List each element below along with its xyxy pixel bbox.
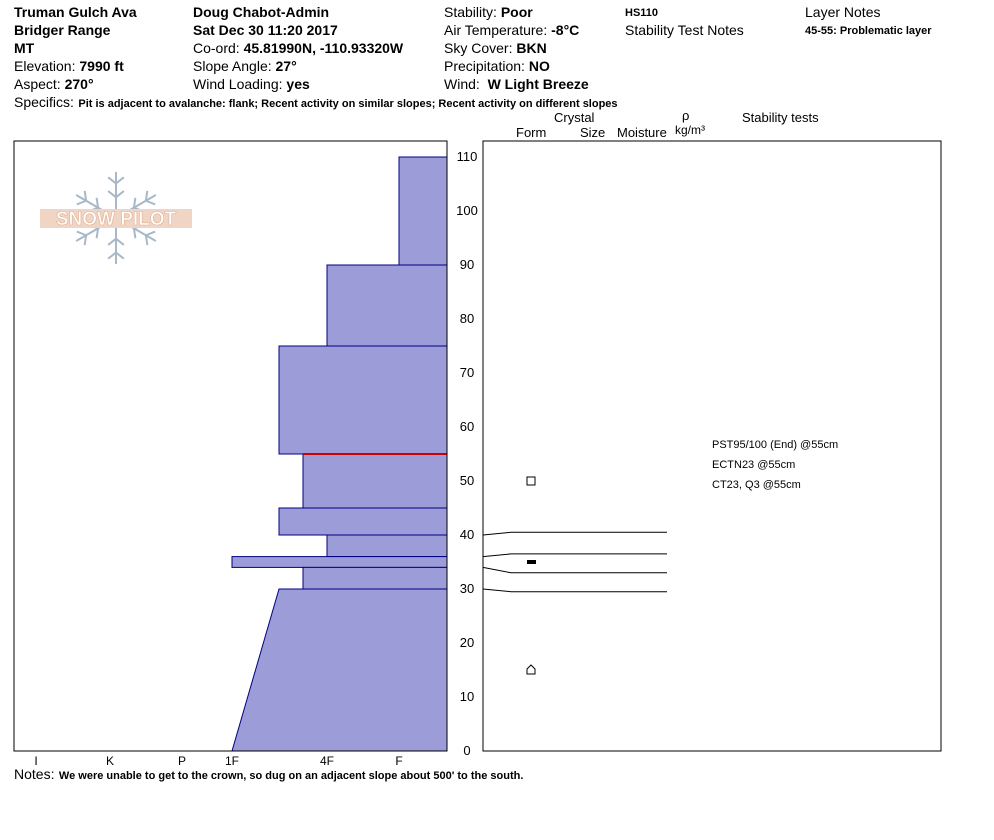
snowflake-branch — [116, 191, 124, 197]
notes — [14, 766, 523, 784]
slope-label: Slope Angle: — [193, 58, 272, 74]
layer-notes-title: Layer Notes — [805, 4, 881, 20]
air-temp-label: Air Temperature: — [444, 22, 548, 38]
coord-label: Co-ord: — [193, 40, 240, 56]
snowflake-branch — [108, 239, 116, 245]
wind-value: W Light Breeze — [487, 76, 589, 92]
grain-symbols — [527, 477, 536, 674]
aspect-label: Aspect: — [14, 76, 61, 92]
hs-value: HS110 — [625, 7, 659, 19]
snowflake-branch — [116, 253, 124, 259]
aspect-value: 270° — [64, 76, 94, 92]
hardness-tick-label: F — [395, 754, 403, 768]
sky-value: BKN — [516, 40, 547, 56]
hardness-layer — [279, 346, 447, 454]
specifics-text: Pit is adjacent to avalanche: flank; Recent activity on similar slopes; Recent activity on different slopes — [78, 98, 618, 110]
notes-label: Notes: — [14, 766, 55, 782]
depth-tick-label: 100 — [456, 203, 478, 218]
wind-loading-value: yes — [286, 76, 310, 92]
snowflake-branch — [146, 201, 155, 205]
depth-tick-label: 50 — [459, 473, 475, 488]
snowflake-branch — [146, 232, 155, 236]
depth-tick-label: 30 — [459, 581, 475, 596]
square-grain-icon — [527, 477, 535, 485]
hardness-layer — [279, 508, 447, 535]
elevation-value: 7990 ft — [79, 58, 124, 74]
depth-tick-label: 60 — [459, 419, 475, 434]
stability-value: Poor — [500, 4, 533, 20]
state-name: MT — [14, 40, 35, 56]
hardness-layer — [232, 557, 447, 568]
depth-hoar-icon — [527, 665, 535, 674]
depth-tick-label: 0 — [463, 743, 471, 758]
hardness-tick-label: I — [34, 754, 38, 768]
snowflake-branch — [108, 253, 116, 259]
depth-tick-label: 70 — [459, 365, 475, 380]
elevation-label: Elevation: — [14, 58, 76, 74]
datetime: Sat Dec 30 11:20 2017 — [193, 22, 338, 38]
logo-text: SNOW PILOT — [55, 209, 177, 230]
hardness-layer — [399, 157, 447, 265]
air-temp-value: -8°C — [551, 22, 580, 38]
stability-test-entry: CT23, Q3 @55cm — [712, 479, 801, 491]
layer-boundary — [483, 532, 667, 535]
depth-tick-label: 110 — [456, 149, 478, 164]
hardness-tick-label: K — [105, 754, 115, 768]
specifics-label: Specifics: — [14, 94, 74, 110]
layer-boundary — [483, 554, 667, 557]
precip-value: NO — [528, 58, 550, 74]
stability-test-notes-title: Stability Test Notes — [625, 22, 744, 38]
size-header: Size — [580, 125, 606, 140]
layer-note: 45-55: Problematic layer — [805, 25, 932, 37]
hardness-layer — [303, 567, 447, 589]
stability-label: Stability: — [444, 4, 497, 20]
stability-tests-list — [707, 439, 941, 494]
hardness-tick-label: 4F — [319, 754, 335, 768]
range-name: Bridger Range — [14, 22, 111, 38]
bar-grain-icon — [527, 560, 536, 564]
stability-test-entry: ECTN23 @55cm — [712, 459, 796, 471]
observer: Doug Chabot-Admin — [193, 4, 330, 20]
stability-test-entry: PST95/100 (End) @55cm — [712, 439, 839, 451]
hardness-tick-label: 1F — [224, 754, 240, 768]
precip-label: Precipitation: — [444, 58, 525, 74]
crystal-header: Crystal — [554, 110, 595, 125]
hardness-layer — [303, 454, 447, 508]
snowflake-branch — [77, 232, 86, 236]
depth-tick-label: 10 — [459, 689, 475, 704]
stability-tests-header: Stability tests — [742, 110, 819, 125]
sky-label: Sky Cover: — [444, 40, 513, 56]
coord-value: 45.81990N, -110.93320W — [243, 40, 404, 56]
depth-tick-label: 40 — [459, 527, 475, 542]
moisture-header: Moisture — [617, 125, 667, 140]
density-symbol: ρ — [682, 108, 690, 123]
layer-boundary — [483, 589, 667, 592]
depth-tick-label: 90 — [459, 257, 475, 272]
form-header: Form — [516, 125, 547, 140]
notes-text: We were unable to get to the crown, so dug on an adjacent slope about 500' to the south. — [58, 770, 524, 782]
snowflake-branch — [108, 191, 116, 197]
hardness-layer — [327, 265, 447, 346]
layer-boundary — [483, 567, 667, 572]
wind-loading-label: Wind Loading: — [193, 76, 283, 92]
site-name: Truman Gulch Ava — [14, 4, 137, 20]
depth-tick-label: 20 — [459, 635, 475, 650]
snowflake-branch — [116, 177, 124, 183]
snowflake-branch — [77, 201, 86, 205]
snowflake-branch — [116, 239, 124, 245]
snowflake-branch — [108, 177, 116, 183]
depth-tick-label: 80 — [459, 311, 475, 326]
slope-value: 27° — [275, 58, 297, 74]
snowpilot-logo — [40, 172, 192, 264]
hardness-layer — [327, 535, 447, 557]
hardness-layer — [232, 589, 447, 751]
hardness-tick-label: P — [177, 754, 187, 768]
density-unit: kg/m³ — [675, 123, 705, 137]
wind-label: Wind: — [444, 76, 480, 92]
